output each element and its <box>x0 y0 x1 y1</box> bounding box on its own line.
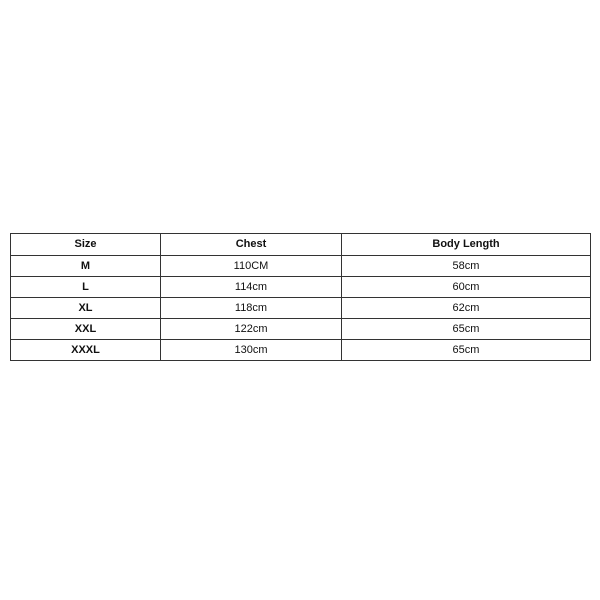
chest-cell: 122cm <box>161 319 342 340</box>
header-size: Size <box>11 234 161 256</box>
body-length-cell: 58cm <box>342 256 591 277</box>
table-row <box>11 256 591 277</box>
size-cell: M <box>11 256 161 277</box>
chest-cell: 130cm <box>161 340 342 361</box>
body-length-cell: 62cm <box>342 298 591 319</box>
body-length-cell: 65cm <box>342 319 591 340</box>
size-cell: XXXL <box>11 340 161 361</box>
table-row <box>11 277 591 298</box>
table-row <box>11 298 591 319</box>
chest-cell: 114cm <box>161 277 342 298</box>
table-row <box>11 340 591 361</box>
chest-cell: 110CM <box>161 256 342 277</box>
size-chart-table <box>10 233 591 361</box>
size-cell: XXL <box>11 319 161 340</box>
table-header-row <box>11 234 591 256</box>
header-chest: Chest <box>161 234 342 256</box>
table-row <box>11 319 591 340</box>
size-cell: XL <box>11 298 161 319</box>
chest-cell: 118cm <box>161 298 342 319</box>
size-cell: L <box>11 277 161 298</box>
body-length-cell: 60cm <box>342 277 591 298</box>
body-length-cell: 65cm <box>342 340 591 361</box>
header-body-length: Body Length <box>342 234 591 256</box>
